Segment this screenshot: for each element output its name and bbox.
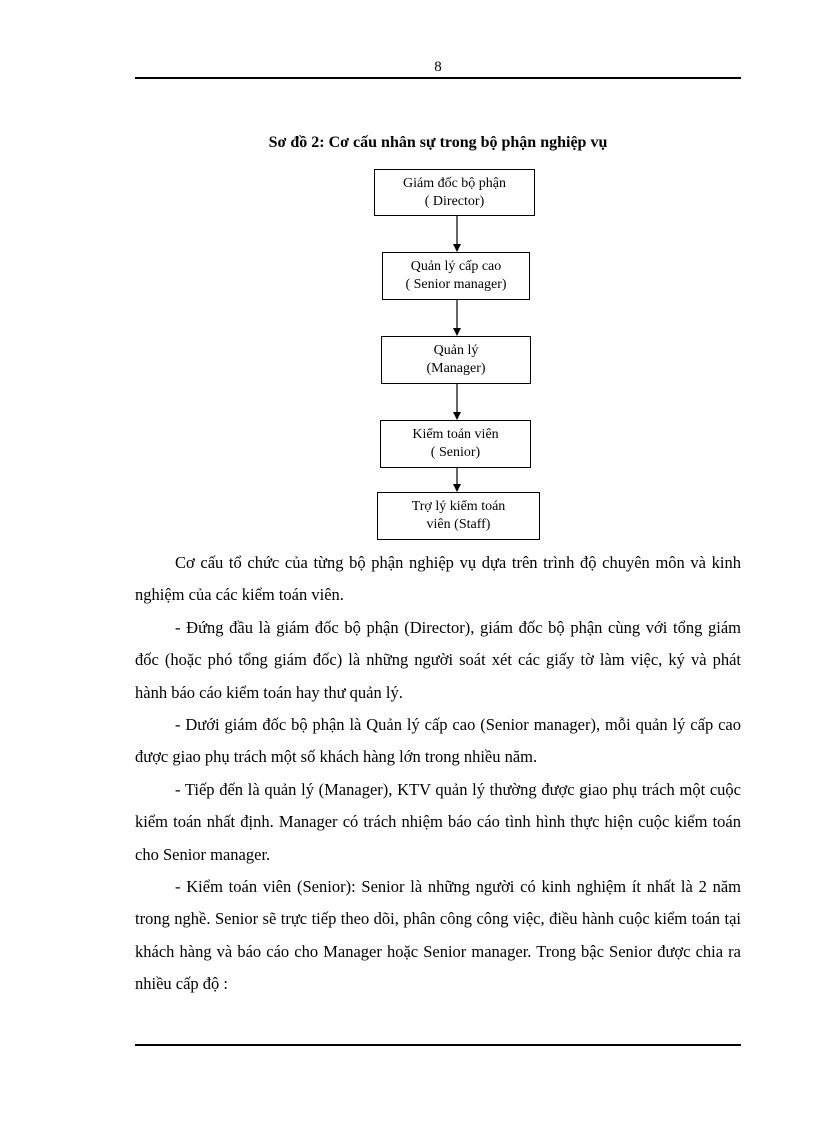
org-box-staff-line1: Trợ lý kiểm toán	[411, 499, 506, 514]
org-box-staff	[377, 492, 540, 540]
org-box-staff-line2: viên (Staff)	[426, 517, 491, 532]
org-box-senior-manager-line2: ( Senior manager)	[405, 277, 507, 292]
paragraph-director: - Đứng đầu là giám đốc bộ phận (Director), giám đốc bộ phận cùng với tổng giám đốc (hoặc phó tổng giám đốc) là những người soát xét các giấy tờ làm việc, ký và phát hành báo cáo kiểm toán hay thư quản lý.	[135, 617, 741, 702]
paragraph-manager: - Tiếp đến là quản lý (Manager), KTV quản lý thường được giao phụ trách một cuộc kiểm toán nhất định. Manager có trách nhiệm báo cáo tình hình thực hiện cuộc kiểm toán cho Senior manager.	[135, 779, 741, 864]
org-box-manager-line1: Quản lý	[433, 343, 479, 358]
org-box-director-line1: Giám đốc bộ phận	[402, 175, 507, 191]
paragraph-senior: - Kiểm toán viên (Senior): Senior là những người có kinh nghiệm ít nhất là 2 năm trong nghề. Senior sẽ trực tiếp theo dõi, phân công công việc, điều hành cuộc kiểm toán tại khách hàng và báo cáo cho Manager hoặc Senior manager. Trong bậc Senior được chia ra nhiều cấp độ :	[135, 877, 741, 994]
org-box-senior-manager-line1: Quản lý cấp cao	[410, 259, 502, 274]
org-box-senior-line1: Kiểm toán viên	[412, 427, 499, 442]
org-box-director-line2: ( Director)	[424, 193, 485, 209]
org-box-director	[374, 169, 535, 216]
paragraph-senior-manager: - Dưới giám đốc bộ phận là Quản lý cấp cao (Senior manager), mỗi quản lý cấp cao được giao phụ trách một số khách hàng lớn trong nhiều năm.	[135, 715, 741, 767]
org-box-senior-line2: ( Senior)	[430, 445, 481, 460]
org-box-senior-manager	[382, 252, 530, 300]
body-text	[135, 547, 741, 1001]
org-box-manager	[381, 336, 531, 384]
diagram-title: Sơ đồ 2: Cơ cấu nhân sự trong bộ phận nghiệp vụ	[268, 134, 608, 151]
paragraph-intro: Cơ cấu tổ chức của từng bộ phận nghiệp vụ dựa trên trình độ chuyên môn và kinh nghiệm của các kiểm toán viên.	[135, 553, 741, 605]
header-rule	[135, 77, 741, 79]
footer-rule	[135, 1044, 741, 1046]
page-number: 8	[434, 59, 442, 75]
org-box-senior	[380, 420, 531, 468]
org-box-manager-line2: (Manager)	[426, 361, 486, 376]
